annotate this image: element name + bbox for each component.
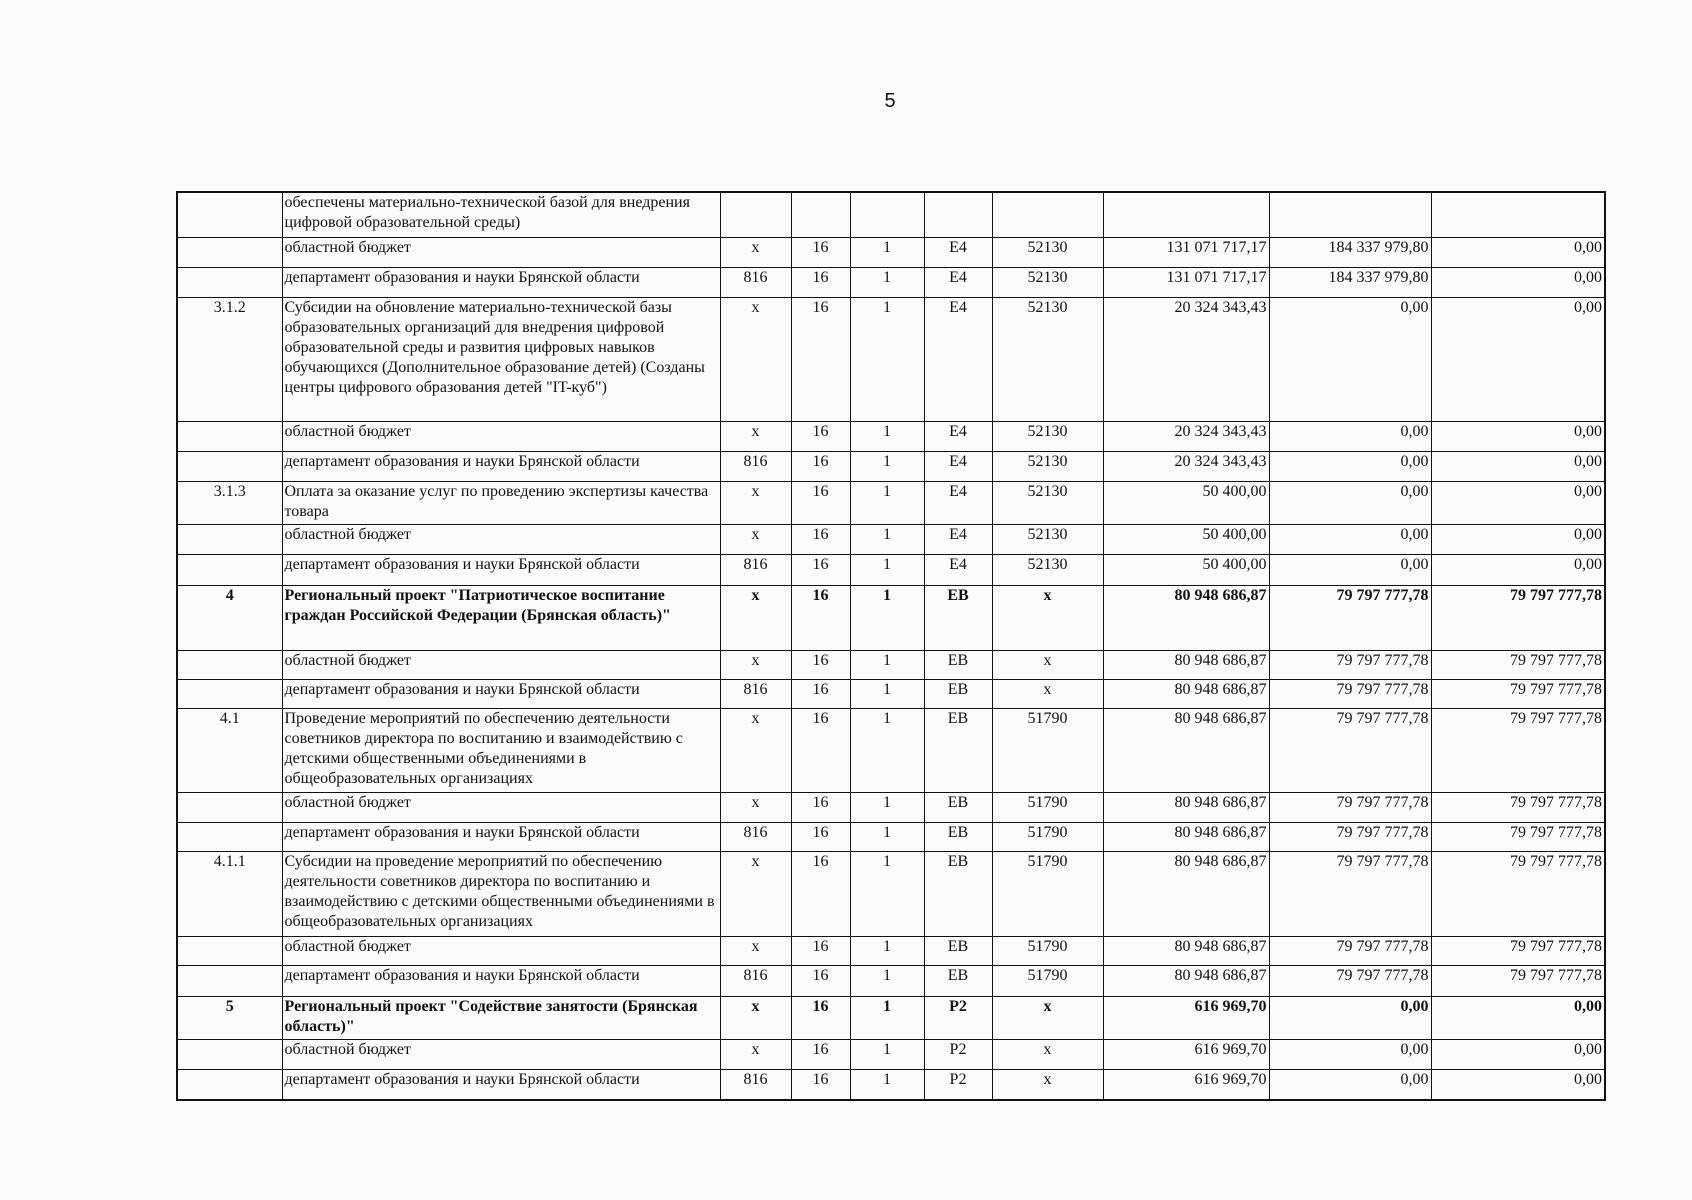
row-number-cell: [177, 936, 282, 965]
description-cell: департамент образования и науки Брянской области: [282, 679, 720, 708]
amount-year1-cell: 20 324 343,43: [1103, 421, 1269, 451]
code-ministry-cell: х: [720, 1039, 791, 1069]
amount-year2-cell: 79 797 777,78: [1269, 822, 1431, 851]
amount-year2-cell: 0,00: [1269, 1039, 1431, 1069]
row-number-cell: [177, 679, 282, 708]
code-ministry-cell: 816: [720, 451, 791, 481]
code-expense-cell: 51790: [992, 822, 1103, 851]
row-number-cell: 3.1.3: [177, 481, 282, 524]
row-number-cell: [177, 524, 282, 554]
description-cell: департамент образования и науки Брянской области: [282, 822, 720, 851]
code-subsection-cell: 1: [850, 1069, 924, 1100]
code-section-cell: 16: [791, 965, 850, 996]
code-section-cell: 16: [791, 851, 850, 936]
row-number-cell: [177, 421, 282, 451]
amount-year1-cell: 616 969,70: [1103, 1069, 1269, 1100]
code-ministry-cell: [720, 192, 791, 237]
code-target-cell: Е4: [924, 297, 992, 421]
code-expense-cell: 52130: [992, 554, 1103, 585]
amount-year2-cell: 0,00: [1269, 554, 1431, 585]
amount-year2-cell: 79 797 777,78: [1269, 585, 1431, 650]
table-row: [177, 851, 1605, 936]
code-subsection-cell: 1: [850, 708, 924, 792]
amount-year1-cell: [1103, 192, 1269, 237]
code-target-cell: ЕВ: [924, 822, 992, 851]
code-expense-cell: х: [992, 996, 1103, 1039]
row-number-cell: 4: [177, 585, 282, 650]
amount-year3-cell: 0,00: [1431, 1039, 1605, 1069]
table-row: [177, 554, 1605, 585]
code-section-cell: 16: [791, 822, 850, 851]
code-subsection-cell: 1: [850, 451, 924, 481]
code-subsection-cell: 1: [850, 792, 924, 822]
table-row: [177, 481, 1605, 524]
code-target-cell: [924, 192, 992, 237]
description-cell: Проведение мероприятий по обеспечению деятельности советников директора по воспитанию и взаимодействию с детскими общественными объединениями в общеобразовательных организациях: [282, 708, 720, 792]
code-ministry-cell: х: [720, 851, 791, 936]
amount-year2-cell: 79 797 777,78: [1269, 965, 1431, 996]
code-section-cell: 16: [791, 650, 850, 679]
description-cell: областной бюджет: [282, 1039, 720, 1069]
table-row: [177, 679, 1605, 708]
code-target-cell: ЕВ: [924, 585, 992, 650]
code-subsection-cell: 1: [850, 554, 924, 585]
table-row: [177, 524, 1605, 554]
code-ministry-cell: х: [720, 585, 791, 650]
amount-year1-cell: 80 948 686,87: [1103, 822, 1269, 851]
code-target-cell: ЕВ: [924, 965, 992, 996]
code-expense-cell: х: [992, 650, 1103, 679]
code-expense-cell: 51790: [992, 965, 1103, 996]
code-expense-cell: х: [992, 585, 1103, 650]
code-ministry-cell: х: [720, 481, 791, 524]
amount-year3-cell: 79 797 777,78: [1431, 965, 1605, 996]
budget-table: [176, 191, 1606, 1101]
amount-year3-cell: 79 797 777,78: [1431, 679, 1605, 708]
row-number-cell: 3.1.2: [177, 297, 282, 421]
amount-year2-cell: 79 797 777,78: [1269, 851, 1431, 936]
code-target-cell: Е4: [924, 451, 992, 481]
table-row: [177, 965, 1605, 996]
code-ministry-cell: х: [720, 237, 791, 267]
code-target-cell: ЕВ: [924, 851, 992, 936]
table-row: [177, 708, 1605, 792]
code-ministry-cell: х: [720, 524, 791, 554]
code-target-cell: Е4: [924, 524, 992, 554]
code-section-cell: 16: [791, 792, 850, 822]
row-number-cell: [177, 650, 282, 679]
code-ministry-cell: х: [720, 297, 791, 421]
table-row: [177, 237, 1605, 267]
amount-year3-cell: 0,00: [1431, 996, 1605, 1039]
code-target-cell: Р2: [924, 1039, 992, 1069]
code-section-cell: 16: [791, 996, 850, 1039]
code-subsection-cell: 1: [850, 297, 924, 421]
description-cell: Субсидии на проведение мероприятий по обеспечению деятельности советников директора по воспитанию и взаимодействию с детскими общественными объединениями в общеобразовательных организациях: [282, 851, 720, 936]
code-expense-cell: 52130: [992, 524, 1103, 554]
amount-year1-cell: 80 948 686,87: [1103, 679, 1269, 708]
amount-year2-cell: 0,00: [1269, 996, 1431, 1039]
amount-year2-cell: 79 797 777,78: [1269, 936, 1431, 965]
code-subsection-cell: 1: [850, 481, 924, 524]
code-ministry-cell: х: [720, 792, 791, 822]
code-subsection-cell: 1: [850, 996, 924, 1039]
table-row: [177, 650, 1605, 679]
amount-year3-cell: 79 797 777,78: [1431, 708, 1605, 792]
table-row: [177, 421, 1605, 451]
amount-year1-cell: 80 948 686,87: [1103, 965, 1269, 996]
code-section-cell: 16: [791, 297, 850, 421]
code-expense-cell: 52130: [992, 421, 1103, 451]
table-row: [177, 936, 1605, 965]
description-cell: Региональный проект "Содействие занятости (Брянская область)": [282, 996, 720, 1039]
code-section-cell: 16: [791, 585, 850, 650]
amount-year2-cell: 0,00: [1269, 481, 1431, 524]
amount-year1-cell: 80 948 686,87: [1103, 650, 1269, 679]
code-subsection-cell: 1: [850, 524, 924, 554]
row-number-cell: [177, 965, 282, 996]
amount-year3-cell: 0,00: [1431, 1069, 1605, 1100]
amount-year2-cell: 0,00: [1269, 421, 1431, 451]
code-ministry-cell: х: [720, 421, 791, 451]
amount-year2-cell: 184 337 979,80: [1269, 267, 1431, 297]
amount-year2-cell: 0,00: [1269, 297, 1431, 421]
code-target-cell: Е4: [924, 554, 992, 585]
table-row: [177, 792, 1605, 822]
description-cell: областной бюджет: [282, 237, 720, 267]
amount-year3-cell: 0,00: [1431, 237, 1605, 267]
amount-year2-cell: 79 797 777,78: [1269, 679, 1431, 708]
amount-year2-cell: 0,00: [1269, 1069, 1431, 1100]
code-expense-cell: 52130: [992, 481, 1103, 524]
code-section-cell: 16: [791, 936, 850, 965]
description-cell: департамент образования и науки Брянской области: [282, 451, 720, 481]
code-section-cell: 16: [791, 451, 850, 481]
code-subsection-cell: 1: [850, 822, 924, 851]
description-cell: обеспечены материально-технической базой для внедрения цифровой образовательной среды): [282, 192, 720, 237]
amount-year3-cell: 79 797 777,78: [1431, 650, 1605, 679]
table-row: [177, 1069, 1605, 1100]
amount-year3-cell: 0,00: [1431, 554, 1605, 585]
description-cell: областной бюджет: [282, 792, 720, 822]
amount-year1-cell: 50 400,00: [1103, 554, 1269, 585]
description-cell: Субсидии на обновление материально-технической базы образовательных организаций для внедрения цифровой образовательной среды и развития цифровых навыков обучающихся (Дополнительное образование детей) (Созданы центры цифрового образования детей "IT-куб"): [282, 297, 720, 421]
row-number-cell: 4.1: [177, 708, 282, 792]
code-ministry-cell: 816: [720, 267, 791, 297]
code-target-cell: ЕВ: [924, 650, 992, 679]
code-expense-cell: 51790: [992, 936, 1103, 965]
description-cell: Оплата за оказание услуг по проведению экспертизы качества товара: [282, 481, 720, 524]
code-section-cell: 16: [791, 1039, 850, 1069]
code-section-cell: 16: [791, 708, 850, 792]
code-expense-cell: 52130: [992, 297, 1103, 421]
amount-year2-cell: 79 797 777,78: [1269, 650, 1431, 679]
amount-year2-cell: 0,00: [1269, 524, 1431, 554]
code-ministry-cell: 816: [720, 679, 791, 708]
amount-year3-cell: 79 797 777,78: [1431, 936, 1605, 965]
code-section-cell: 16: [791, 554, 850, 585]
amount-year1-cell: 80 948 686,87: [1103, 585, 1269, 650]
code-subsection-cell: 1: [850, 421, 924, 451]
amount-year2-cell: 184 337 979,80: [1269, 237, 1431, 267]
description-cell: Региональный проект "Патриотическое воспитание граждан Российской Федерации (Брянская область)": [282, 585, 720, 650]
amount-year2-cell: 79 797 777,78: [1269, 708, 1431, 792]
row-number-cell: [177, 192, 282, 237]
code-section-cell: 16: [791, 267, 850, 297]
code-subsection-cell: 1: [850, 1039, 924, 1069]
description-cell: областной бюджет: [282, 650, 720, 679]
code-subsection-cell: 1: [850, 679, 924, 708]
code-expense-cell: 52130: [992, 237, 1103, 267]
amount-year1-cell: 616 969,70: [1103, 996, 1269, 1039]
code-section-cell: [791, 192, 850, 237]
code-target-cell: Р2: [924, 1069, 992, 1100]
code-expense-cell: х: [992, 1069, 1103, 1100]
row-number-cell: [177, 822, 282, 851]
code-subsection-cell: [850, 192, 924, 237]
amount-year3-cell: 79 797 777,78: [1431, 851, 1605, 936]
row-number-cell: 5: [177, 996, 282, 1039]
code-ministry-cell: х: [720, 996, 791, 1039]
amount-year1-cell: 131 071 717,17: [1103, 237, 1269, 267]
code-ministry-cell: х: [720, 936, 791, 965]
amount-year3-cell: [1431, 192, 1605, 237]
amount-year3-cell: 0,00: [1431, 481, 1605, 524]
code-subsection-cell: 1: [850, 965, 924, 996]
amount-year3-cell: 0,00: [1431, 524, 1605, 554]
code-expense-cell: х: [992, 679, 1103, 708]
amount-year1-cell: 80 948 686,87: [1103, 851, 1269, 936]
amount-year1-cell: 50 400,00: [1103, 524, 1269, 554]
amount-year3-cell: 0,00: [1431, 421, 1605, 451]
description-cell: областной бюджет: [282, 936, 720, 965]
amount-year3-cell: 79 797 777,78: [1431, 792, 1605, 822]
code-ministry-cell: 816: [720, 965, 791, 996]
code-expense-cell: 52130: [992, 267, 1103, 297]
row-number-cell: [177, 554, 282, 585]
amount-year1-cell: 80 948 686,87: [1103, 936, 1269, 965]
amount-year3-cell: 79 797 777,78: [1431, 822, 1605, 851]
row-number-cell: [177, 1069, 282, 1100]
table-row: [177, 822, 1605, 851]
code-section-cell: 16: [791, 679, 850, 708]
amount-year2-cell: 79 797 777,78: [1269, 792, 1431, 822]
code-ministry-cell: 816: [720, 554, 791, 585]
code-section-cell: 16: [791, 481, 850, 524]
code-target-cell: Е4: [924, 421, 992, 451]
code-target-cell: ЕВ: [924, 792, 992, 822]
amount-year1-cell: 80 948 686,87: [1103, 792, 1269, 822]
table-row: [177, 996, 1605, 1039]
amount-year1-cell: 80 948 686,87: [1103, 708, 1269, 792]
code-expense-cell: [992, 192, 1103, 237]
code-target-cell: Р2: [924, 996, 992, 1039]
code-section-cell: 16: [791, 1069, 850, 1100]
table-row: [177, 1039, 1605, 1069]
amount-year2-cell: 0,00: [1269, 451, 1431, 481]
row-number-cell: 4.1.1: [177, 851, 282, 936]
table-row: [177, 585, 1605, 650]
amount-year1-cell: 616 969,70: [1103, 1039, 1269, 1069]
table-row: [177, 192, 1605, 237]
amount-year2-cell: [1269, 192, 1431, 237]
table-row: [177, 267, 1605, 297]
code-subsection-cell: 1: [850, 650, 924, 679]
table-row: [177, 297, 1605, 421]
row-number-cell: [177, 451, 282, 481]
row-number-cell: [177, 237, 282, 267]
page-number: 5: [884, 90, 896, 112]
description-cell: областной бюджет: [282, 421, 720, 451]
code-expense-cell: 51790: [992, 792, 1103, 822]
amount-year3-cell: 0,00: [1431, 297, 1605, 421]
code-section-cell: 16: [791, 524, 850, 554]
code-subsection-cell: 1: [850, 237, 924, 267]
amount-year1-cell: 50 400,00: [1103, 481, 1269, 524]
description-cell: департамент образования и науки Брянской области: [282, 1069, 720, 1100]
code-target-cell: ЕВ: [924, 936, 992, 965]
code-expense-cell: 52130: [992, 451, 1103, 481]
description-cell: департамент образования и науки Брянской области: [282, 267, 720, 297]
description-cell: департамент образования и науки Брянской области: [282, 554, 720, 585]
description-cell: департамент образования и науки Брянской области: [282, 965, 720, 996]
code-target-cell: ЕВ: [924, 708, 992, 792]
amount-year1-cell: 131 071 717,17: [1103, 267, 1269, 297]
amount-year3-cell: 0,00: [1431, 451, 1605, 481]
amount-year3-cell: 0,00: [1431, 267, 1605, 297]
row-number-cell: [177, 792, 282, 822]
amount-year1-cell: 20 324 343,43: [1103, 451, 1269, 481]
description-cell: областной бюджет: [282, 524, 720, 554]
row-number-cell: [177, 267, 282, 297]
code-section-cell: 16: [791, 237, 850, 267]
table-row: [177, 451, 1605, 481]
amount-year3-cell: 79 797 777,78: [1431, 585, 1605, 650]
code-subsection-cell: 1: [850, 936, 924, 965]
code-section-cell: 16: [791, 421, 850, 451]
code-ministry-cell: х: [720, 708, 791, 792]
code-ministry-cell: 816: [720, 1069, 791, 1100]
code-ministry-cell: х: [720, 650, 791, 679]
code-target-cell: Е4: [924, 481, 992, 524]
code-subsection-cell: 1: [850, 585, 924, 650]
code-subsection-cell: 1: [850, 851, 924, 936]
row-number-cell: [177, 1039, 282, 1069]
code-expense-cell: 51790: [992, 708, 1103, 792]
code-ministry-cell: 816: [720, 822, 791, 851]
code-expense-cell: х: [992, 1039, 1103, 1069]
code-target-cell: ЕВ: [924, 679, 992, 708]
code-expense-cell: 51790: [992, 851, 1103, 936]
code-subsection-cell: 1: [850, 267, 924, 297]
code-target-cell: Е4: [924, 267, 992, 297]
amount-year1-cell: 20 324 343,43: [1103, 297, 1269, 421]
code-target-cell: Е4: [924, 237, 992, 267]
